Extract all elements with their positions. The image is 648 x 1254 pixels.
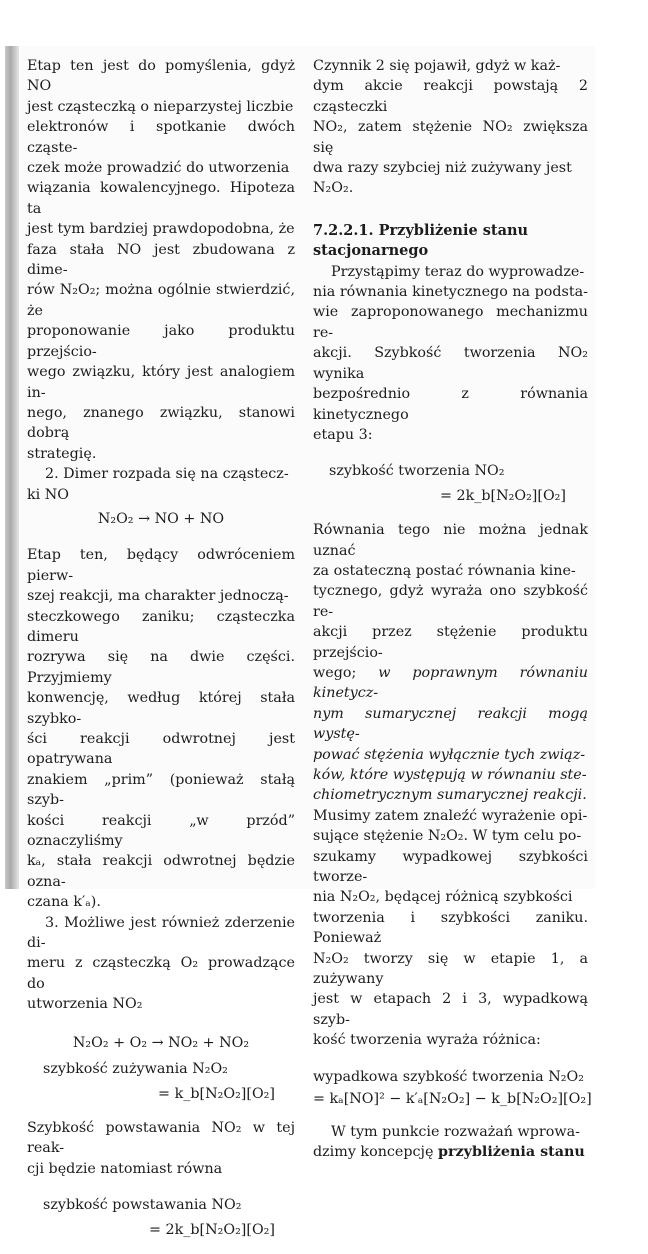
text-line: za ostateczną postać równania kine- bbox=[313, 562, 576, 579]
text-line: steczkowego zaniku; cząsteczka dimeru bbox=[27, 608, 295, 645]
left-paragraph-1 bbox=[27, 56, 295, 464]
step-3-paragraph bbox=[27, 913, 295, 1015]
formation-rate-label-right: szybkość tworzenia NO₂ bbox=[329, 463, 505, 480]
text-line: czek może prowadzić do utworzenia bbox=[27, 160, 290, 177]
text-line: wie zaproponowanego mechanizmu re- bbox=[313, 304, 588, 341]
text-line: cji będzie natomiast równa bbox=[27, 1160, 223, 1177]
text-line: Czynnik 2 się pojawił, gdyż w każ- bbox=[313, 58, 561, 74]
text-line: strategię. bbox=[27, 445, 97, 462]
formation-rate-expression: = 2k_b[N₂O₂][O₂] bbox=[148, 1221, 275, 1238]
text-line: sujące stężenie N₂O₂. W tym celu po- bbox=[313, 828, 582, 845]
text-line: proponowanie jako produktu przejścio- bbox=[27, 323, 295, 360]
right-paragraph-1 bbox=[313, 56, 588, 199]
italic-line: ków, które występują w równaniu ste- bbox=[313, 767, 587, 783]
text-line: tycznego, gdyż wyraża ono szybkość re- bbox=[313, 583, 588, 620]
text-line: bezpośrednio z równania kinetycznego bbox=[313, 386, 588, 423]
text-line: nego, znanego związku, stanowi dobrą bbox=[27, 404, 295, 442]
text-line: Musimy zatem znaleźć wyrażenie opi- bbox=[313, 807, 588, 824]
formation-rate-expression-right: = 2k_b[N₂O₂][O₂] bbox=[439, 487, 566, 504]
right-paragraph-2 bbox=[313, 262, 588, 446]
heading-line: 7.2.2.1. Przybliżenie stanu bbox=[313, 221, 529, 239]
text-line: konwencję, według której stała szybko- bbox=[27, 690, 295, 727]
text-line: akcji przez stężenie produktu przejścio- bbox=[313, 624, 588, 661]
italic-line: nym sumarycznej reakcji mogą wystę- bbox=[313, 705, 588, 743]
text-line: rozrywa się na dwie części. Przyjmiemy bbox=[27, 649, 295, 686]
text-line: utworzenia NO₂ bbox=[27, 996, 143, 1013]
text-line: ki NO bbox=[27, 486, 70, 503]
text-line: N₂O₂. bbox=[313, 180, 354, 197]
bold-term: przybliżenia stanu bbox=[437, 1143, 585, 1160]
text-line: akcji. Szybkość tworzenia NO₂ wynika bbox=[313, 345, 588, 382]
text-line: nia równania kinetycznego na podsta- bbox=[313, 284, 588, 301]
text-line: W tym punkcie rozważań wprowa- bbox=[331, 1123, 580, 1140]
text-line: jest w etapach 2 i 3, wypadkową szyb- bbox=[313, 991, 588, 1028]
left-column bbox=[27, 56, 295, 1254]
text-line: tworzenia i szybkości zaniku. Ponieważ bbox=[313, 909, 588, 947]
text-line: czana k′ₐ). bbox=[27, 894, 101, 911]
text-line: rów N₂O₂; można ogólnie stwierdzić, że bbox=[27, 282, 295, 319]
heading-line: stacjonarnego bbox=[313, 242, 429, 260]
left-paragraph-2 bbox=[27, 545, 295, 912]
text-line: Etap ten jest do pomyślenia, gdyż NO bbox=[27, 58, 295, 95]
text-line: meru z cząsteczką O₂ prowadzące do bbox=[27, 955, 295, 992]
formation-rate-label: szybkość powstawania NO₂ bbox=[43, 1197, 242, 1214]
step-2-paragraph bbox=[27, 464, 295, 505]
step-3-equation: N₂O₂ + O₂ → NO₂ + NO₂ bbox=[72, 1034, 250, 1051]
text-span: wego; bbox=[313, 664, 379, 681]
italic-line: pować stężenia wyłącznie tych związ- bbox=[313, 746, 586, 763]
text-line: dym akcie reakcji powstają 2 cząsteczki bbox=[313, 78, 588, 115]
step-2-equation: N₂O₂ → NO + NO bbox=[97, 510, 225, 527]
right-paragraph-3 bbox=[313, 520, 588, 1051]
text-line: dwa razy szybciej niż zużywany jest bbox=[313, 160, 572, 177]
text-line: kość tworzenia wyraża różnica: bbox=[313, 1032, 541, 1049]
text-line: ści reakcji odwrotnej jest opatrywana bbox=[27, 731, 295, 768]
text-line: wego związku, który jest analogiem in- bbox=[27, 364, 295, 401]
text-line: znakiem „prim” (ponieważ stałą szyb- bbox=[27, 771, 295, 809]
text-line: 2. Dimer rozpada się na cząstecz- bbox=[45, 466, 289, 483]
right-paragraph-4 bbox=[313, 1122, 588, 1163]
consumption-rate-expression: = k_b[N₂O₂][O₂] bbox=[158, 1085, 275, 1102]
text-line-mixed bbox=[313, 1142, 588, 1162]
text-line: Równania tego nie można jednak uznać bbox=[313, 522, 588, 559]
right-column bbox=[313, 56, 592, 1162]
text-line: jest tym bardziej prawdopodobna, że bbox=[27, 221, 295, 238]
text-line: faza stała NO jest zbudowana z dime- bbox=[27, 241, 295, 279]
text-line: szej reakcji, ma charakter jednoczą- bbox=[27, 588, 289, 605]
text-line: Przystąpimy teraz do wyprowadze- bbox=[331, 263, 585, 280]
book-binding-shadow bbox=[5, 46, 19, 889]
text-line: jest cząsteczką o nieparzystej liczbie bbox=[27, 98, 294, 115]
text-line: 3. Możliwe jest również zderzenie di- bbox=[27, 914, 295, 952]
left-paragraph-3 bbox=[27, 1118, 295, 1179]
text-line: Etap ten, będący odwróceniem pierw- bbox=[27, 547, 295, 584]
text-line: elektronów i spotkanie dwóch cząste- bbox=[27, 119, 295, 156]
text-line: wiązania kowalencyjnego. Hipoteza ta bbox=[27, 180, 295, 217]
consumption-rate-label: szybkość zużywania N₂O₂ bbox=[43, 1061, 228, 1078]
net-rate-label: wypadkowa szybkość tworzenia N₂O₂ bbox=[313, 1068, 584, 1085]
text-line-mixed bbox=[313, 663, 588, 704]
text-span: dzimy koncepcję bbox=[313, 1143, 438, 1160]
text-line: NO₂, zatem stężenie NO₂ zwiększa się bbox=[313, 119, 588, 156]
text-line: etapu 3: bbox=[313, 426, 373, 443]
italic-span: w poprawnym równaniu kinetycz- bbox=[313, 664, 588, 702]
text-line: kₐ, stała reakcji odwrotnej będzie ozna- bbox=[27, 853, 295, 890]
italic-line: chiometrycznym sumarycznej reakcji. bbox=[313, 787, 587, 804]
net-rate-expression: = kₐ[NO]² − k′ₐ[N₂O₂] − k_b[N₂O₂][O₂] bbox=[313, 1091, 592, 1108]
text-line: N₂O₂ tworzy się w etapie 1, a zużywany bbox=[313, 950, 588, 988]
text-line: kości reakcji „w przód” oznaczyliśmy bbox=[27, 812, 295, 850]
section-heading bbox=[313, 221, 588, 262]
text-line: Szybkość powstawania NO₂ w tej reak- bbox=[27, 1119, 295, 1157]
text-line: szukamy wypadkowej szybkości tworze- bbox=[313, 848, 588, 886]
text-line: nia N₂O₂, będącej różnicą szybkości bbox=[313, 889, 573, 906]
